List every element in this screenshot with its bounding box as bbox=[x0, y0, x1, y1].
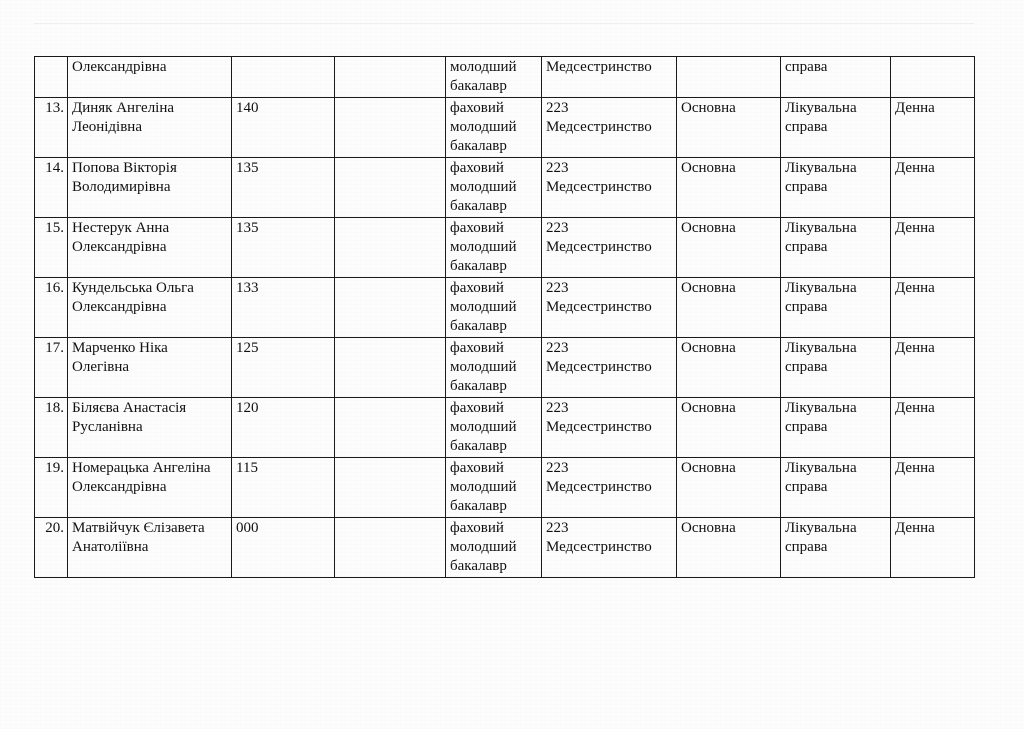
basis: Основна bbox=[677, 278, 781, 338]
table-row bbox=[35, 158, 975, 218]
score: 125 bbox=[232, 338, 335, 398]
applicant-name: Номерацька Ангеліна Олександрівна bbox=[68, 458, 232, 518]
degree: фаховий молодший бакалавр bbox=[446, 518, 542, 578]
specialty: 223 Медсестринство bbox=[542, 158, 677, 218]
basis: Основна bbox=[677, 518, 781, 578]
specialty: Медсестринство bbox=[542, 57, 677, 98]
basis: Основна bbox=[677, 218, 781, 278]
table-row bbox=[35, 57, 975, 98]
score: 135 bbox=[232, 158, 335, 218]
study-form bbox=[891, 57, 975, 98]
study-form: Денна bbox=[891, 98, 975, 158]
table-row bbox=[35, 458, 975, 518]
table-row bbox=[35, 398, 975, 458]
empty-cell bbox=[335, 278, 446, 338]
applicant-name: Диняк Ангеліна Леонідівна bbox=[68, 98, 232, 158]
table-row bbox=[35, 338, 975, 398]
table-row bbox=[35, 518, 975, 578]
study-form: Денна bbox=[891, 518, 975, 578]
applicant-name: Матвійчук Єлізавета Анатоліївна bbox=[68, 518, 232, 578]
score: 000 bbox=[232, 518, 335, 578]
degree: молодший бакалавр bbox=[446, 57, 542, 98]
degree: фаховий молодший бакалавр bbox=[446, 218, 542, 278]
basis: Основна bbox=[677, 98, 781, 158]
study-form: Денна bbox=[891, 158, 975, 218]
specialty: 223 Медсестринство bbox=[542, 338, 677, 398]
row-number: 19. bbox=[35, 458, 68, 518]
row-number: 13. bbox=[35, 98, 68, 158]
study-form: Денна bbox=[891, 398, 975, 458]
study-form: Денна bbox=[891, 218, 975, 278]
applicant-name: Нестерук Анна Олександрівна bbox=[68, 218, 232, 278]
degree: фаховий молодший бакалавр bbox=[446, 398, 542, 458]
specialty: 223 Медсестринство bbox=[542, 518, 677, 578]
applicant-name: Марченко Ніка Олегівна bbox=[68, 338, 232, 398]
scan-artifact-line bbox=[34, 23, 974, 24]
row-number: 20. bbox=[35, 518, 68, 578]
row-number bbox=[35, 57, 68, 98]
study-form: Денна bbox=[891, 278, 975, 338]
basis: Основна bbox=[677, 398, 781, 458]
basis: Основна bbox=[677, 338, 781, 398]
program: Лікувальна справа bbox=[781, 158, 891, 218]
row-number: 16. bbox=[35, 278, 68, 338]
applicant-name: Біляєва Анастасія Русланівна bbox=[68, 398, 232, 458]
degree: фаховий молодший бакалавр bbox=[446, 98, 542, 158]
specialty: 223 Медсестринство bbox=[542, 398, 677, 458]
empty-cell bbox=[335, 57, 446, 98]
basis: Основна bbox=[677, 158, 781, 218]
degree: фаховий молодший бакалавр bbox=[446, 458, 542, 518]
score: 133 bbox=[232, 278, 335, 338]
program: Лікувальна справа bbox=[781, 518, 891, 578]
program: Лікувальна справа bbox=[781, 278, 891, 338]
empty-cell bbox=[335, 338, 446, 398]
empty-cell bbox=[335, 398, 446, 458]
enrollment-table bbox=[34, 56, 975, 578]
specialty: 223 Медсестринство bbox=[542, 458, 677, 518]
empty-cell bbox=[335, 458, 446, 518]
empty-cell bbox=[335, 158, 446, 218]
program: Лікувальна справа bbox=[781, 98, 891, 158]
study-form: Денна bbox=[891, 338, 975, 398]
program: Лікувальна справа bbox=[781, 218, 891, 278]
row-number: 18. bbox=[35, 398, 68, 458]
table-body bbox=[35, 57, 975, 578]
applicant-name: Попова Вікторія Володимирівна bbox=[68, 158, 232, 218]
score: 115 bbox=[232, 458, 335, 518]
program: Лікувальна справа bbox=[781, 398, 891, 458]
degree: фаховий молодший бакалавр bbox=[446, 278, 542, 338]
score: 120 bbox=[232, 398, 335, 458]
specialty: 223 Медсестринство bbox=[542, 278, 677, 338]
table-row bbox=[35, 278, 975, 338]
table-row bbox=[35, 218, 975, 278]
program: Лікувальна справа bbox=[781, 458, 891, 518]
degree: фаховий молодший бакалавр bbox=[446, 158, 542, 218]
basis bbox=[677, 57, 781, 98]
basis: Основна bbox=[677, 458, 781, 518]
row-number: 17. bbox=[35, 338, 68, 398]
program: справа bbox=[781, 57, 891, 98]
program: Лікувальна справа bbox=[781, 338, 891, 398]
score: 140 bbox=[232, 98, 335, 158]
degree: фаховий молодший бакалавр bbox=[446, 338, 542, 398]
empty-cell bbox=[335, 98, 446, 158]
score: 135 bbox=[232, 218, 335, 278]
specialty: 223 Медсестринство bbox=[542, 218, 677, 278]
specialty: 223 Медсестринство bbox=[542, 98, 677, 158]
row-number: 14. bbox=[35, 158, 68, 218]
score bbox=[232, 57, 335, 98]
row-number: 15. bbox=[35, 218, 68, 278]
applicant-name: Олександрівна bbox=[68, 57, 232, 98]
empty-cell bbox=[335, 518, 446, 578]
table-row bbox=[35, 98, 975, 158]
applicant-name: Кундельська Ольга Олександрівна bbox=[68, 278, 232, 338]
study-form: Денна bbox=[891, 458, 975, 518]
empty-cell bbox=[335, 218, 446, 278]
